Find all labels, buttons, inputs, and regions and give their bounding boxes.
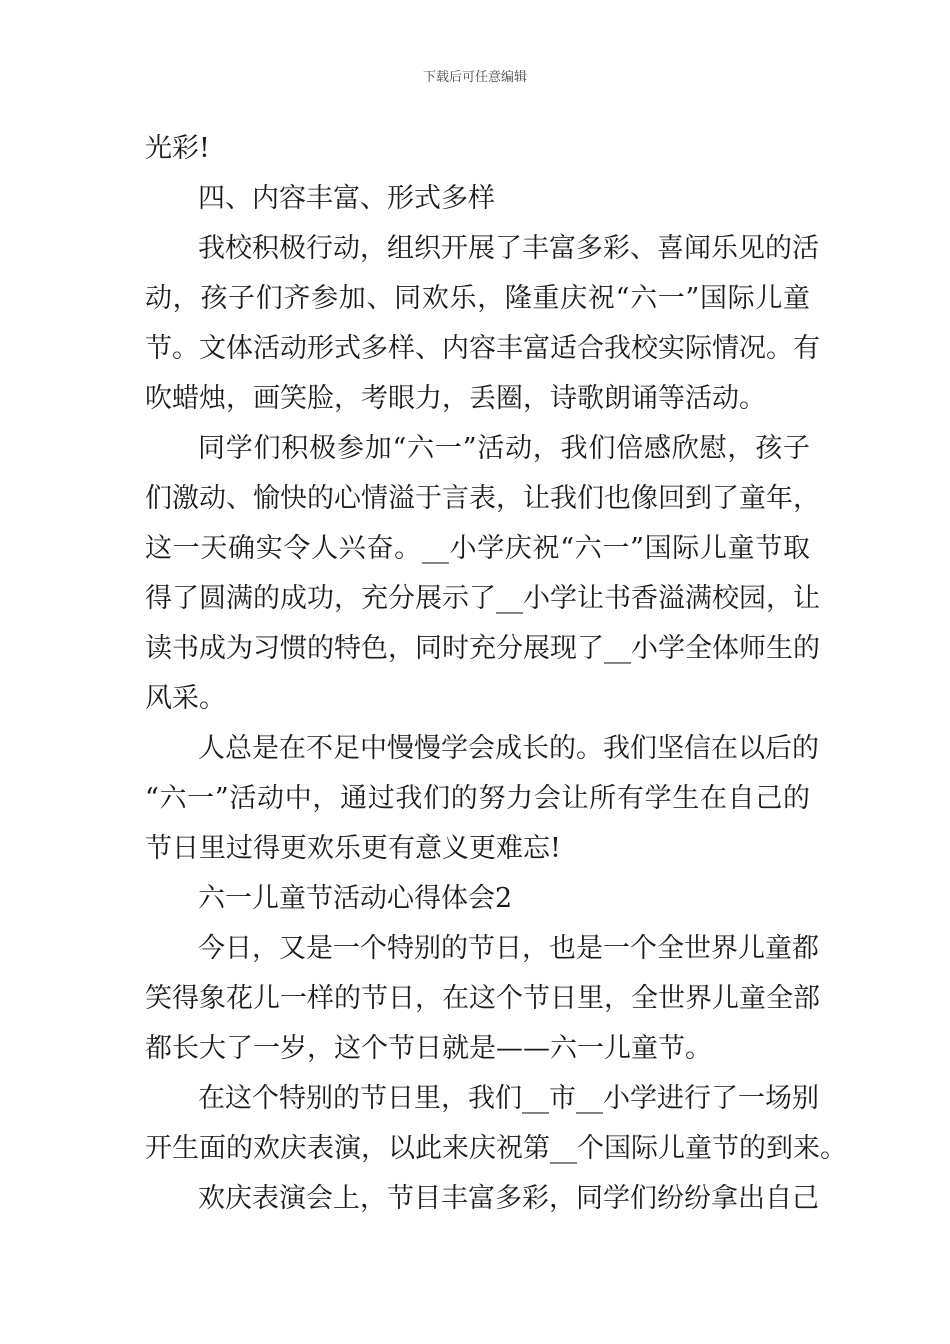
text-line: 读书成为习惯的特色，同时充分展现了__小学全体师生的 [145, 633, 820, 664]
text-line: “六一”活动中，通过我们的努力会让所有学生在自己的 [145, 783, 810, 814]
text-line: 动，孩子们齐参加、同欢乐，隆重庆祝“六一”国际儿童 [145, 283, 810, 314]
text-line: 节。文体活动形式多样、内容丰富适合我校实际情况。有 [145, 333, 820, 364]
text-line: 光彩! [145, 133, 210, 164]
text-line: 笑得象花儿一样的节日，在这个节日里，全世界儿童全部 [145, 983, 820, 1014]
text-line: 在这个特别的节日里，我们__市__小学进行了一场别 [198, 1083, 819, 1114]
text-line: 人总是在不足中慢慢学会成长的。我们坚信在以后的 [198, 733, 819, 764]
text-line: 四、内容丰富、形式多样 [198, 183, 495, 214]
text-line: 风采。 [145, 683, 226, 714]
text-line: 吹蜡烛，画笑脸，考眼力，丢圈，诗歌朗诵等活动。 [145, 383, 766, 414]
text-line: 都长大了一岁，这个节日就是——六一儿童节。 [145, 1033, 712, 1064]
text-line: 欢庆表演会上，节目丰富多彩，同学们纷纷拿出自己 [198, 1183, 819, 1214]
document-body [145, 128, 847, 1228]
text-line: 得了圆满的成功，充分展示了__小学让书香溢满校园，让 [145, 583, 820, 614]
text-line: 们激动、愉快的心情溢于言表，让我们也像回到了童年， [145, 483, 820, 514]
text-line: 同学们积极参加“六一”活动，我们倍感欣慰，孩子 [198, 433, 810, 464]
text-line: 今日，又是一个特别的节日，也是一个全世界儿童都 [198, 933, 819, 964]
text-line: 我校积极行动，组织开展了丰富多彩、喜闻乐见的活 [198, 233, 819, 264]
page-header: 下载后可任意编辑 [422, 70, 527, 85]
text-line: 节日里过得更欢乐更有意义更难忘! [145, 833, 561, 864]
text-line: 这一天确实令人兴奋。__小学庆祝“六一”国际儿童节取 [145, 533, 810, 564]
text-line: 开生面的欢庆表演，以此来庆祝第__个国际儿童节的到来。 [145, 1133, 847, 1164]
text-line: 六一儿童节活动心得体会2 [198, 883, 513, 914]
